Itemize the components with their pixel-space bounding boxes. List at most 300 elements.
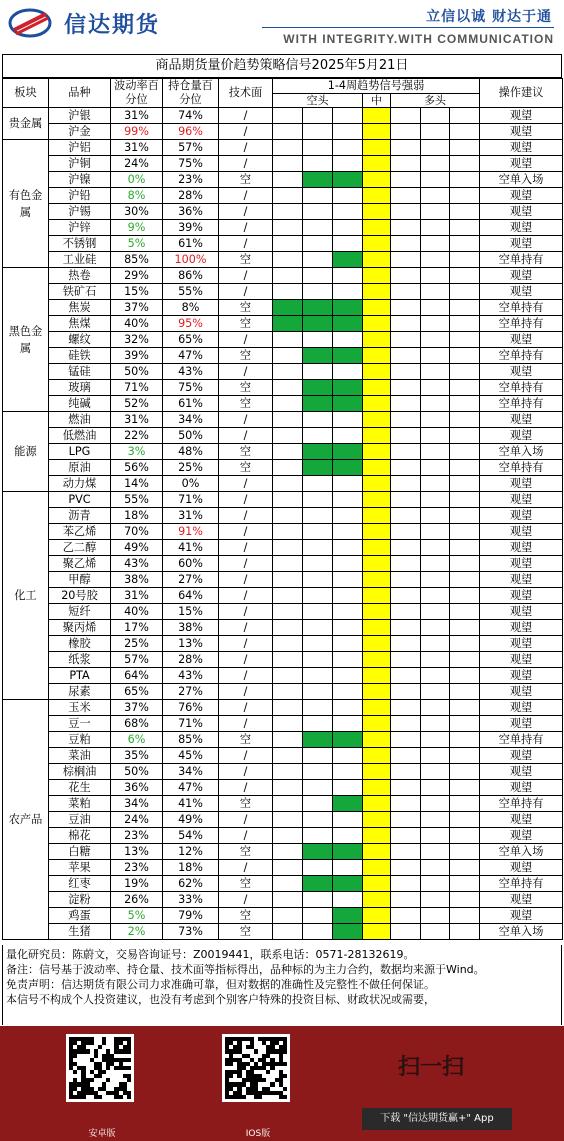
technical-cell: /: [219, 188, 273, 204]
signal-cell: [391, 828, 421, 844]
table-row: [3, 284, 563, 300]
variety-cell: 20号胶: [49, 588, 111, 604]
signal-cell: [421, 668, 450, 684]
signal-cell: [273, 588, 303, 604]
signal-cell: [333, 508, 363, 524]
volatility-cell: 25%: [111, 636, 163, 652]
signal-cell: [363, 348, 391, 364]
signal-cell: [450, 156, 480, 172]
variety-cell: 沥青: [49, 508, 111, 524]
volatility-cell: 24%: [111, 156, 163, 172]
signal-cell: [363, 764, 391, 780]
variety-cell: 铁矿石: [49, 284, 111, 300]
qr-module: [102, 1041, 106, 1045]
oi-cell: 50%: [163, 428, 219, 444]
variety-cell: 燃油: [49, 412, 111, 428]
signal-cell: [333, 588, 363, 604]
qr-module: [127, 1066, 131, 1070]
signal-cell: [273, 604, 303, 620]
signal-cell: [450, 348, 480, 364]
signal-table: [2, 78, 563, 940]
variety-cell: 淀粉: [49, 892, 111, 908]
table-row: [3, 604, 563, 620]
variety-cell: 原油: [49, 460, 111, 476]
android-qr-code[interactable]: [66, 1034, 134, 1102]
advice-cell: 观望: [480, 524, 563, 540]
qr-module: [283, 1074, 287, 1078]
oi-cell: 28%: [163, 652, 219, 668]
variety-cell: 沪金: [49, 124, 111, 140]
oi-cell: 65%: [163, 332, 219, 348]
signal-cell: [421, 300, 450, 316]
signal-cell: [363, 700, 391, 716]
oi-cell: 60%: [163, 556, 219, 572]
technical-cell: /: [219, 556, 273, 572]
signal-cell: [273, 124, 303, 140]
volatility-cell: 31%: [111, 588, 163, 604]
qr-module: [86, 1049, 90, 1053]
technical-cell: /: [219, 332, 273, 348]
advice-cell: 观望: [480, 412, 563, 428]
signal-cell: [421, 604, 450, 620]
signal-cell: [421, 764, 450, 780]
volatility-cell: 3%: [111, 444, 163, 460]
advice-cell: 观望: [480, 764, 563, 780]
sector-cell: 农产品: [3, 700, 49, 940]
qr-module: [283, 1062, 287, 1066]
oi-cell: 38%: [163, 620, 219, 636]
signal-cell: [363, 332, 391, 348]
variety-cell: 甲醇: [49, 572, 111, 588]
signal-cell: [421, 636, 450, 652]
qr-module: [73, 1070, 77, 1074]
signal-cell: [303, 492, 333, 508]
volatility-cell: 2%: [111, 924, 163, 940]
signal-cell: [273, 172, 303, 188]
remark-note: 备注：信号基于波动率、持仓量、技术面等指标得出，品种标的为主力合约，数据均来源于Wind。: [6, 963, 485, 976]
technical-cell: 空: [219, 348, 273, 364]
signal-cell: [273, 332, 303, 348]
oi-cell: 71%: [163, 492, 219, 508]
signal-cell: [391, 428, 421, 444]
variety-cell: 焦煤: [49, 316, 111, 332]
variety-cell: 沪铝: [49, 140, 111, 156]
col-signal-header: 1-4周趋势信号强弱: [273, 79, 480, 94]
qr-module: [81, 1095, 85, 1099]
signal-cell: [273, 636, 303, 652]
variety-cell: 棉花: [49, 828, 111, 844]
variety-cell: 橡胶: [49, 636, 111, 652]
volatility-cell: 55%: [111, 492, 163, 508]
volatility-cell: 37%: [111, 300, 163, 316]
technical-cell: /: [219, 220, 273, 236]
signal-cell: [333, 668, 363, 684]
table-row: [3, 396, 563, 412]
signal-cell: [273, 860, 303, 876]
advice-cell: 空单入场: [480, 924, 563, 940]
signal-cell: [363, 188, 391, 204]
technical-cell: /: [219, 572, 273, 588]
ios-qr-code[interactable]: [222, 1034, 290, 1102]
qr-module: [106, 1066, 110, 1070]
signal-cell: [303, 556, 333, 572]
technical-cell: 空: [219, 924, 273, 940]
signal-cell: [273, 764, 303, 780]
signal-cell: [273, 364, 303, 380]
signal-cell: [363, 636, 391, 652]
technical-cell: /: [219, 588, 273, 604]
signal-cell: [303, 508, 333, 524]
signal-cell: [421, 428, 450, 444]
technical-cell: /: [219, 700, 273, 716]
signal-cell: [273, 236, 303, 252]
table-row: [3, 460, 563, 476]
signal-cell: [450, 588, 480, 604]
qr-module: [73, 1054, 77, 1058]
signal-cell: [450, 540, 480, 556]
signal-cell: [421, 188, 450, 204]
signal-cell: [391, 748, 421, 764]
technical-cell: /: [219, 268, 273, 284]
signal-cell: [363, 476, 391, 492]
signal-cell: [391, 796, 421, 812]
signal-cell: [273, 668, 303, 684]
signal-cell: [363, 588, 391, 604]
signal-cell: [391, 300, 421, 316]
volatility-cell: 70%: [111, 524, 163, 540]
volatility-cell: 9%: [111, 220, 163, 236]
table-row: [3, 860, 563, 876]
col-technical-header: 技术面: [219, 79, 273, 108]
qr-module: [98, 1095, 102, 1099]
variety-cell: 动力煤: [49, 476, 111, 492]
table-row: [3, 412, 563, 428]
volatility-cell: 38%: [111, 572, 163, 588]
signal-cell: [333, 220, 363, 236]
oi-cell: 0%: [163, 476, 219, 492]
signal-cell: [363, 556, 391, 572]
oi-cell: 23%: [163, 172, 219, 188]
signal-cell: [333, 860, 363, 876]
advice-cell: 观望: [480, 236, 563, 252]
signal-cell: [303, 524, 333, 540]
oi-cell: 12%: [163, 844, 219, 860]
variety-cell: 鸡蛋: [49, 908, 111, 924]
signal-cell: [333, 764, 363, 780]
signal-cell: [333, 700, 363, 716]
qr-module: [127, 1058, 131, 1062]
signal-cell: [391, 924, 421, 940]
signal-cell: [363, 540, 391, 556]
table-row: [3, 620, 563, 636]
signal-cell: [363, 860, 391, 876]
signal-cell: [303, 156, 333, 172]
advice-cell: 观望: [480, 476, 563, 492]
signal-cell: [303, 924, 333, 940]
signal-cell: [333, 348, 363, 364]
volatility-cell: 34%: [111, 796, 163, 812]
signal-cell: [333, 124, 363, 140]
signal-cell: [391, 460, 421, 476]
technical-cell: /: [219, 428, 273, 444]
variety-cell: LPG: [49, 444, 111, 460]
signal-cell: [273, 412, 303, 428]
advice-cell: 观望: [480, 540, 563, 556]
qr-module: [242, 1095, 246, 1099]
variety-cell: 豆油: [49, 812, 111, 828]
variety-cell: 白糖: [49, 844, 111, 860]
advice-cell: 空单持有: [480, 876, 563, 892]
signal-cell: [333, 108, 363, 124]
technical-cell: 空: [219, 460, 273, 476]
signal-cell: [421, 252, 450, 268]
oi-cell: 74%: [163, 108, 219, 124]
technical-cell: /: [219, 108, 273, 124]
qr-module: [127, 1049, 131, 1053]
signal-cell: [391, 172, 421, 188]
signal-cell: [303, 236, 333, 252]
signal-cell: [333, 492, 363, 508]
signal-cell: [450, 924, 480, 940]
variety-cell: PTA: [49, 668, 111, 684]
signal-cell: [363, 268, 391, 284]
signal-cell: [273, 284, 303, 300]
signal-cell: [450, 476, 480, 492]
col-sector-header: 板块: [3, 79, 49, 108]
signal-cell: [421, 556, 450, 572]
signal-cell: [363, 124, 391, 140]
signal-cell: [363, 300, 391, 316]
table-row: [3, 220, 563, 236]
signal-cell: [450, 444, 480, 460]
signal-cell: [363, 780, 391, 796]
signal-cell: [391, 556, 421, 572]
signal-cell: [273, 652, 303, 668]
table-row: [3, 236, 563, 252]
technical-cell: /: [219, 860, 273, 876]
variety-cell: 沪镍: [49, 172, 111, 188]
disclaimer-note-2: 本信号不构成个人投资建议，也没有考虑到个别客户特殊的投资目标、财政状况或需要，: [6, 993, 435, 1006]
signal-cell: [303, 796, 333, 812]
signal-cell: [273, 908, 303, 924]
signal-cell: [421, 524, 450, 540]
signal-cell: [391, 348, 421, 364]
signal-cell: [363, 908, 391, 924]
signal-cell: [391, 700, 421, 716]
signal-cell: [421, 748, 450, 764]
col-variety-header: 品种: [49, 79, 111, 108]
signal-cell: [421, 780, 450, 796]
advice-cell: 空单持有: [480, 380, 563, 396]
qr-module: [106, 1078, 110, 1082]
signal-cell: [391, 332, 421, 348]
oi-cell: 64%: [163, 588, 219, 604]
signal-cell: [303, 396, 333, 412]
table-header-row: [3, 79, 563, 94]
qr-module: [127, 1078, 131, 1082]
technical-cell: /: [219, 508, 273, 524]
signal-cell: [391, 476, 421, 492]
signal-cell: [450, 300, 480, 316]
technical-cell: /: [219, 204, 273, 220]
signal-cell: [421, 620, 450, 636]
volatility-cell: 31%: [111, 412, 163, 428]
signal-cell: [391, 364, 421, 380]
technical-cell: 空: [219, 876, 273, 892]
signal-cell: [333, 332, 363, 348]
oi-cell: 28%: [163, 188, 219, 204]
signal-cell: [303, 380, 333, 396]
signal-cell: [273, 460, 303, 476]
signal-cell: [333, 156, 363, 172]
signal-cell: [273, 252, 303, 268]
sector-cell: 能源: [3, 412, 49, 492]
signal-cell: [450, 748, 480, 764]
signal-cell: [391, 668, 421, 684]
variety-cell: 低燃油: [49, 428, 111, 444]
signal-cell: [273, 684, 303, 700]
signal-cell: [450, 524, 480, 540]
signal-cell: [421, 284, 450, 300]
oi-cell: 25%: [163, 460, 219, 476]
signal-cell: [391, 652, 421, 668]
signal-cell: [421, 588, 450, 604]
advice-cell: 观望: [480, 748, 563, 764]
oi-cell: 54%: [163, 828, 219, 844]
signal-cell: [363, 652, 391, 668]
advice-cell: 空单持有: [480, 732, 563, 748]
technical-cell: /: [219, 364, 273, 380]
variety-cell: 锰硅: [49, 364, 111, 380]
signal-cell: [450, 460, 480, 476]
oi-cell: 71%: [163, 716, 219, 732]
table-row: [3, 748, 563, 764]
slogan-divider: [262, 27, 554, 28]
download-app-button[interactable]: 下载 "信达期货赢+" App: [362, 1108, 512, 1130]
col-oi-header: 持仓量百分位: [163, 79, 219, 108]
oi-cell: 62%: [163, 876, 219, 892]
signal-cell: [450, 316, 480, 332]
advice-cell: 空单持有: [480, 300, 563, 316]
variety-cell: 硅铁: [49, 348, 111, 364]
variety-cell: 生猪: [49, 924, 111, 940]
signal-cell: [421, 844, 450, 860]
volatility-cell: 29%: [111, 268, 163, 284]
volatility-cell: 6%: [111, 732, 163, 748]
signal-cell: [303, 732, 333, 748]
table-row: [3, 812, 563, 828]
advice-cell: 观望: [480, 684, 563, 700]
signal-cell: [303, 652, 333, 668]
signal-cell: [450, 380, 480, 396]
variety-cell: 玉米: [49, 700, 111, 716]
oi-cell: 15%: [163, 604, 219, 620]
signal-cell: [273, 556, 303, 572]
signal-cell: [273, 188, 303, 204]
table-row: [3, 540, 563, 556]
advice-cell: 观望: [480, 652, 563, 668]
qr-module: [90, 1078, 94, 1082]
signal-cell: [333, 204, 363, 220]
oi-cell: 41%: [163, 540, 219, 556]
advice-cell: 观望: [480, 140, 563, 156]
signal-cell: [450, 908, 480, 924]
variety-cell: 沪铜: [49, 156, 111, 172]
oi-cell: 85%: [163, 732, 219, 748]
signal-cell: [391, 684, 421, 700]
signal-cell: [421, 220, 450, 236]
volatility-cell: 39%: [111, 348, 163, 364]
advice-cell: 空单持有: [480, 796, 563, 812]
signal-cell: [303, 332, 333, 348]
signal-cell: [333, 732, 363, 748]
advice-cell: 观望: [480, 268, 563, 284]
signal-cell: [303, 812, 333, 828]
signal-cell: [421, 716, 450, 732]
signal-cell: [363, 252, 391, 268]
oi-cell: 61%: [163, 236, 219, 252]
advice-cell: 观望: [480, 636, 563, 652]
signal-cell: [421, 140, 450, 156]
signal-cell: [333, 476, 363, 492]
table-row: [3, 476, 563, 492]
signal-cell: [273, 620, 303, 636]
signal-cell: [333, 284, 363, 300]
signal-cell: [421, 476, 450, 492]
slogan: 立信以诚 财达于通: [426, 9, 552, 25]
oi-cell: 91%: [163, 524, 219, 540]
volatility-cell: 68%: [111, 716, 163, 732]
signal-cell: [450, 492, 480, 508]
signal-cell: [273, 716, 303, 732]
signal-cell: [333, 300, 363, 316]
signal-cell: [421, 204, 450, 220]
signal-cell: [273, 396, 303, 412]
oi-cell: 43%: [163, 668, 219, 684]
signal-cell: [273, 796, 303, 812]
table-row: [3, 796, 563, 812]
signal-cell: [450, 620, 480, 636]
signal-cell: [421, 460, 450, 476]
variety-cell: 苹果: [49, 860, 111, 876]
signal-cell: [450, 828, 480, 844]
signal-cell: [333, 652, 363, 668]
signal-cell: [421, 796, 450, 812]
signal-cell: [303, 268, 333, 284]
signal-cell: [333, 380, 363, 396]
oi-cell: 75%: [163, 380, 219, 396]
signal-cell: [421, 348, 450, 364]
signal-cell: [333, 796, 363, 812]
signal-cell: [303, 892, 333, 908]
technical-cell: /: [219, 764, 273, 780]
signal-cell: [391, 716, 421, 732]
technical-cell: /: [219, 892, 273, 908]
signal-cell: [450, 140, 480, 156]
variety-cell: 沪银: [49, 108, 111, 124]
variety-cell: 玻璃: [49, 380, 111, 396]
table-row: [3, 188, 563, 204]
advice-cell: 观望: [480, 284, 563, 300]
signal-cell: [333, 716, 363, 732]
variety-cell: 尿素: [49, 684, 111, 700]
volatility-cell: 30%: [111, 204, 163, 220]
signal-cell: [450, 876, 480, 892]
signal-cell: [421, 236, 450, 252]
signal-cell: [363, 364, 391, 380]
qr-module: [102, 1070, 106, 1074]
advice-cell: 观望: [480, 332, 563, 348]
